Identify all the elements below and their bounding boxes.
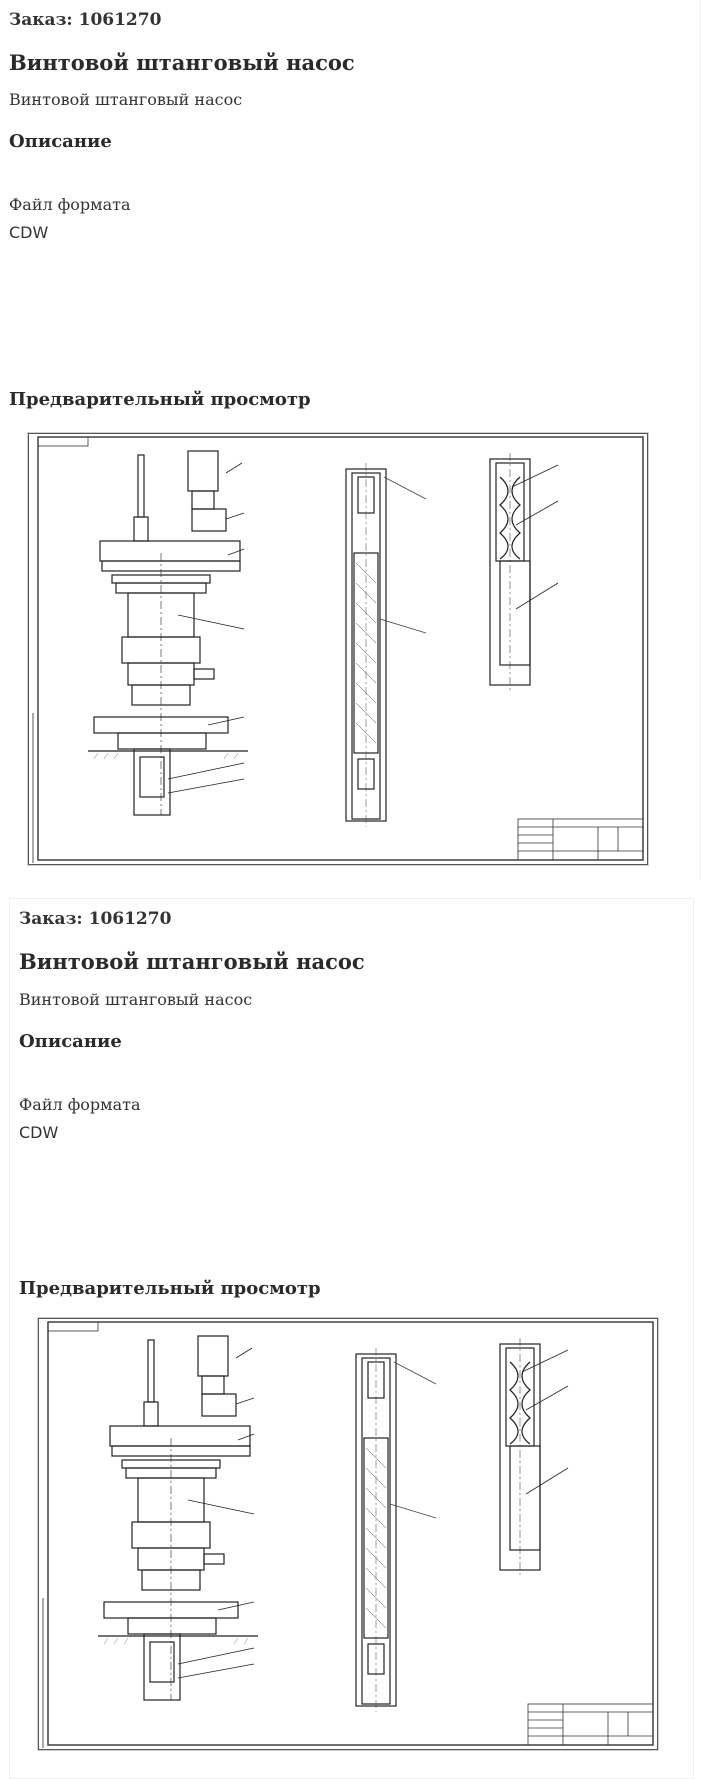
file-format-label: Файл формата [19,1095,141,1114]
product-card [9,898,694,1779]
technical-drawing-image [28,433,648,865]
product-subtitle: Винтовой штанговый насос [19,990,253,1009]
preview-image[interactable] [27,432,649,866]
product-title: Винтовой штанговый насос [9,50,355,75]
product-card [0,0,701,880]
product-title: Винтовой штанговый насос [19,949,365,974]
preview-heading: Предварительный просмотр [9,389,311,410]
file-format-value: CDW [9,223,49,242]
product-subtitle: Винтовой штанговый насос [9,90,243,109]
file-format-value: CDW [19,1123,59,1142]
preview-image[interactable] [37,1317,659,1751]
technical-drawing-image [38,1318,658,1750]
description-heading: Описание [9,131,112,152]
file-format-label: Файл формата [9,195,131,214]
description-heading: Описание [19,1031,122,1052]
order-number: Заказ: 1061270 [9,10,162,30]
order-number: Заказ: 1061270 [19,909,172,929]
preview-heading: Предварительный просмотр [19,1278,321,1299]
